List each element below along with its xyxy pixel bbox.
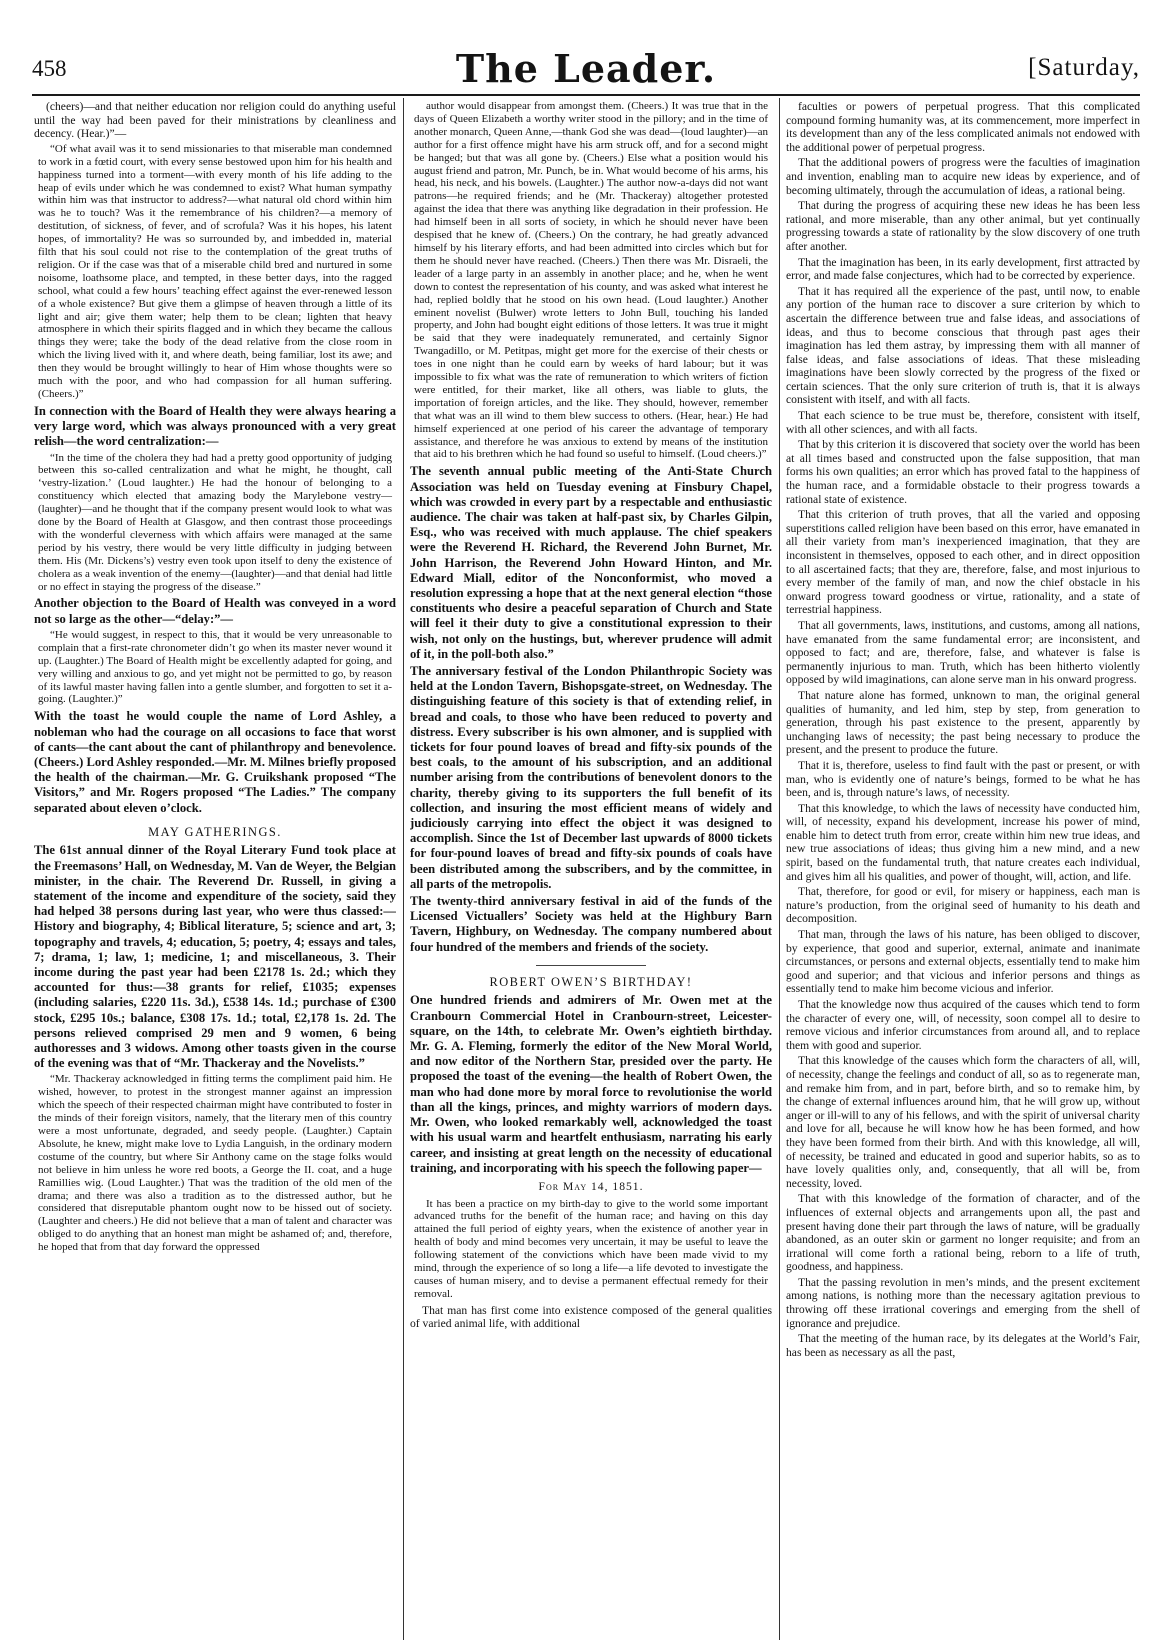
paragraph: The twenty-third anniversary festival in aid of the funds of the Licensed Victuallers’ Society was held at the Highbury Barn Tavern, Highbury, on Wednesday. The company numbered about four hundred of the members and friends of the society. [410, 894, 772, 954]
quotation: “Mr. Thackeray acknowledged in fitting terms the compliment paid him. He wished, however, to protest in the strongest manner against an impression which the speech of their respected chairman might have contributed to foster in the minds of their foreign visitors, namely, that the literary men of this country were a most unfortunate, degraded, and seedy people. (Laughter.) Captain Absolute, he knew, might make love to Lydia Languish, in the ordinary modern costume of the country, but where Sir Anthony came on the stage folks would not believe in him unless he wore red boots, a George the II. coat, and a huge Ramillies wig. (Loud Laughter.) That was the tradition of the old men of the drama; and there was also a tradition as to the distressed author, but he considered that disreputable phantom ought now to be hissed out of society. (Laughter and cheers.) He did not believe that a man of talent and character was obliged to do anything that an honest man might be ashamed of; and, therefore, he hoped that from that day forward the oppressed [38, 1073, 392, 1254]
quotation: “He would suggest, in respect to this, that it would be very unreasonable to complain that a first-rate chronometer didn’t go when its master never wound it up. (Laughter.) The Board of Health might be excellently adapted for going, and very willing and anxious to go, and yet might not be permitted to go, by reason of its lawful master having fallen into a gentle slumber, and forgotten to set it a-going. (Laughter.)” [38, 628, 392, 706]
column-left [34, 100, 396, 1640]
paragraph: The seventh annual public meeting of the Anti-State Church Association was held on Tuesday evening at Finsbury Chapel, which was crowded in every part by a respectable and enthusiastic audience. The chair was taken at half-past six, by Charles Gilpin, Esq., who was received with much applause. The chief speakers were the Reverend H. Richard, the Reverend John Burnet, Mr. John Harrison, the Reverend John Howard Hinton, and Mr. Edward Miall, editor of the Nonconformist, who moved a resolution expressing a hope that at the next general election “those constituents who desire a peaceful separation of Church and State will feel it their duty to give a constitutional expression to their wish, not only on the hustings, but, wherever prudence will admit of it, in the poll-both also.” [410, 464, 772, 661]
masthead [32, 44, 1140, 96]
paragraph: That during the progress of acquiring these new ideas he has been less rational, and more miserable, than any other animal, but yet continually progressing towards a state of rationality by the slow discovery of one truth after another. [786, 199, 1140, 253]
paragraph: That nature alone has formed, unknown to man, the original general qualities of humanity, and led him, step by step, from generation to generation, through his past existence to the present, apparently by unchanging laws of necessity; the past being necessary to produce the present, and the present to produce the future. [786, 688, 1140, 757]
paragraph: That the meeting of the human race, by its delegates at the World’s Fair, has been as necessary as all the past, [786, 1332, 1140, 1359]
paragraph: That all governments, laws, institutions, and customs, among all nations, have emanated from the same fundamental error; are inconsistent, and opposed to fact; and are, therefore, false, and whatever is false is permanently injurious to man. Truth, which has been hitherto violently opposed by wild imaginations, can alone serve man in his onward progress. [786, 618, 1140, 687]
quotation: It has been a practice on my birth-day to give to the world some important advanced truths for the benefit of the human race; and having on this day attained the full period of eighty years, when the existence of another year in health of body and mind becomes very uncertain, it may be useful to leave the following statement of the convictions which have been made vivid to my mind, through the experience of so long a life—a life devoted to investigate the causes of human misery, and to devise a permanent effectual remedy for their removal. [414, 1197, 768, 1300]
column-rule [403, 98, 404, 1640]
header-rule [32, 94, 1140, 96]
column-right [786, 100, 1140, 1640]
paragraph: That this criterion of truth proves, that all the varied and opposing superstitions called religion have been based on this error, have emanated in all their variety from man’s inexperienced imagination, that they are inconsistent in themselves, opposed to each other, and in direct opposition to all ascertained facts; that they are, therefore, false, and most injurious to every member of the family of man, and now the chief obstacle in his onward progress toward goodness or virtue, rationality, and a state of terrestrial happiness. [786, 508, 1140, 617]
column-rule [779, 98, 780, 1640]
paragraph: That it is, therefore, useless to find fault with the past or present, or with man, who is evidently one of nature’s beings, formed to be what he has been, and is, through nature’s laws, of necessity. [786, 758, 1140, 800]
section-heading-robert-owen: ROBERT OWEN’S BIRTHDAY! [489, 974, 693, 989]
issue-day: [Saturday, [1028, 54, 1140, 81]
dateline: For May 14, 1851. [538, 1179, 644, 1193]
paragraph: One hundred friends and admirers of Mr. Owen met at the Cranbourn Commercial Hotel in Cranbourn-street, Leicester-square, on the 14th, to celebrate Mr. Owen’s eightieth birthday. Mr. G. A. Fleming, formerly the editor of the New Moral World, and now editor of the Northern Star, presided over the party. He proposed the toast of the evening—the health of Robert Owen, the man who had done more by moral force to revolutionise the world than all the kings, princes, and mighty warriors of modern days. Mr. Owen, who looked remarkably well, acknowledged the toast with his usual warm and heartfelt enthusiasm, narrating his early career, and insisting at great length on the necessity of educational training, and incorporating with his speech the following paper— [410, 993, 772, 1175]
paragraph: That man, through the laws of his nature, has been obliged to discover, by experience, that good and superior, external, animate and inanimate circumstances, or persons and external objects, essentially tend to make him good and superior; and that vicious and inferior persons and things as essentially tend to make him become vicious and inferior. [786, 928, 1140, 996]
paragraph: With the toast he would couple the name of Lord Ashley, a nobleman who had the courage on all occasions to face that worst of cants—the cant about the cant of philanthropy and benevolence. (Cheers.) Lord Ashley responded.—Mr. M. Milnes briefly proposed the health of the chairman.—Mr. G. Cruikshank proposed “The Visitors,” and Mr. Rogers proposed “The Ladies.” The company separated about eleven o’clock. [34, 709, 396, 815]
paragraph: That the additional powers of progress were the faculties of imagination and invention, enabling man to acquire new ideas by experience, and of becoming ultimately, through the accumulation of ideas, a rational being. [786, 156, 1140, 197]
paragraph: That by this criterion it is discovered that society over the world has been at all times based and constructed upon the false supposition, that man forms his own qualities; an error which has proved fatal to the happiness of the human race, and a formidable obstacle to their progress towards a rational state of existence. [786, 438, 1140, 506]
page-number: 458 [32, 56, 67, 81]
paragraph: (cheers)—and that neither education nor religion could do anything useful until the way had been paved for their ministrations by cleanliness and decency. (Hear.)”— [34, 100, 396, 141]
paragraph: That it has required all the experience of the past, until now, to enable any portion of the human race to discover a sure criterion by which to ascertain the difference between true and false ideas, and associations of ideas, and thus to become conscious that through past ages their imagination has led them astray, by impressing them with all manner of false ideas, and false associations of ideas. That these misleading imaginations have been slowly corrected by the progress of the fixed or certain sciences. That the only sure criterion of truth is, that it is always consistent with itself, and with all facts. [786, 284, 1140, 407]
quotation: author would disappear from amongst them. (Cheers.) It was true that in the days of Queen Elizabeth a worthy writer stood in the pillory; and in the time of another monarch, Queen Anne,—thank God she was dead—(loud laughter)—an author for a first offence might have his arm struck off, and for a second might be hanged; but that was all gone by. (Cheers.) Else what a position would his august friend and patron, Mr. Punch, be in. What would become of his arms, his head, his neck, and his bowels. (Laughter.) The author now-a-days did not want patrons—he required friends; and he (Mr. Thackeray) altogether protested against the idea that there was anything like degradation in their profession. He had himself been in all sorts of society, in which he should never have been despised that he knew of. (Cheers.) On the contrary, he had greatly advanced himself by his literary efforts, and had been admitted into circles which but for them he should never have reached. (Cheers.) Then there was Mr. Disraeli, the leader of a large party in an assembly in another place; and he, when he went down to contest the representation of his county, and was asked what interest he had, replied boldly that he stood on his own head. (Loud laughter.) Another eminent novelist (Bulwer) wrote letters to John Bull, touching his landed property, and John had bought eight editions of those letters. It was true it might be said that they were inadequately remunerated, and certainly Signor Twangadillo, or M. Petitpas, might get more for the exercise of their chests or toes in one night than he could earn by weeks of hard labour; but it was impossible to fix what was the rate of remuneration to which writers of fiction were entitled, for their market, like all others, was liable to gluts, the importation of foreign articles, and the like. They should, however, remember that what was an ill wind to them blew success to others. (Hear, hear.) He had himself experienced at one period of his career the advantage of temporary assistance, and therefore he was anxious to extend by means of the institution that aid to his brethren which he had found so useful to himself. (Loud cheers.)” [414, 100, 768, 461]
paragraph: That the imagination has been, in its early development, first attracted by error, and made false conjectures, which had to be corrected by experience. [786, 255, 1140, 283]
paragraph: That with this knowledge of the formation of character, and of the influences of external objects and arrangements upon all, the past and present having done their part through the laws of nature, will be gradually abandoned, as an outer skin or garment no longer requisite; and from an irrational will come forth a rational being, reborn to a life of truth, goodness, and happiness. [786, 1192, 1140, 1274]
paragraph: That the knowledge now thus acquired of the causes which tend to form the character of every one, will, of necessity, soon compel all to desire to remove vicious and inferior circumstances from around all, and to replace them with good and superior. [786, 998, 1140, 1052]
paragraph: Another objection to the Board of Health was conveyed in a word not so large as the other—“delay:”— [34, 596, 396, 626]
section-heading-may-gatherings: MAY GATHERINGS. [148, 824, 282, 839]
paragraph: That each science to be true must be, therefore, consistent with itself, with all other sciences, and with all facts. [786, 409, 1140, 436]
paragraph: That this knowledge of the causes which form the characters of all, will, of necessity, change the feelings and conduct of all, so as to regenerate man, and remake him from, and in part, before birth, and so to remake him, by the change of external influences around him, that he will grow up, without anger or ill-will to any of his fellows, and with the spirit of universal charity and love for all, because he will know how he has been formed, and how they have been formed from their birth. And with this knowledge, all will, of necessity, be trained and educated in good and superior habits, so as to have lovely qualities only, and, consequently, that all will be, from necessity, loved. [786, 1054, 1140, 1190]
paragraph: That man has first come into existence composed of the general qualities of varied animal life, with additional [410, 1303, 772, 1331]
paragraph: The 61st annual dinner of the Royal Literary Fund took place at the Freemasons’ Hall, on Wednesday, M. Van de Weyer, the Belgian minister, in the chair. The Reverend Dr. Russell, in giving a statement of the income and expenditure of the society, said they had helped 38 persons during last year, who were thus classed:—History and biography, 4; Biblical literature, 5; science and art, 3; topography and travels, 4; education, 5; poetry, 4; essays and tales, 7; drama, 1; law, 1; medicine, 1; and miscellaneous, 3. Their income during the past year had been £2178 1s. 2d.; which they accounted for thus:—38 grants for relief, £1035; expenses (including salaries, £220 11s. 3d.), £538 14s. 1d.; purchase of £300 stock, £295 10s.; balance, £308 17s. 1d.; total, £2,178 1s. 2d. The persons relieved comprised 29 men and 9 women, 6 being authoresses and 3 widows. Among other toasts given in the course of the evening was that of “Mr. Thackeray and the Novelists.” [34, 843, 396, 1071]
paragraph: In connection with the Board of Health they were always hearing a very large word, which was always pronounced with a very great relish—the word centralization:— [34, 403, 396, 449]
newspaper-title: The Leader. [455, 46, 717, 91]
paragraph: The anniversary festival of the London Philanthropic Society was held at the London Tavern, Bishopsgate-street, on Wednesday. The distinguishing feature of this society is that of extending relief, in bread and coals, to those who have been reduced to poverty and distress. Every subscriber is his own almoner, and is supplied with tickets for four pound loaves of bread and fifty-six pounds of the best coals, to the amount of his subscription, and an additional number arising from the contributions of benevolent donors to the charity, thereby giving to its supporters the full benefit of its collection, and insuring the most efficient means of widely and judiciously carrying into effect the object it was designed to accomplish. Since the 1st of December last upwards of 8000 tickets for four-pound loaves of bread and fifty-six pounds of coals have been distributed among the subscribers, and by the committee, in all parts of the metropolis. [410, 664, 772, 891]
paragraph: That this knowledge, to which the laws of necessity have conducted him, will, of necessity, expand his development, increase his power of mind, enable him to detect truth from error, create within him new true ideas, and new true associations of ideas; thus giving him a new mind, and a new spirit, based on the fundamental truth, that nature creates each individual, and gives him all his qualities, and power of thought, will, action, and life. [786, 801, 1140, 883]
quotation: “In the time of the cholera they had had a pretty good opportunity of judging between this so-called centralization and what he might, he thought, call ‘vestry-lization.’ (Loud laughter.) He had the honour of belonging to a constituency which elected that amazing body the Marylebone vestry—(laughter)—and he thought that if the company present would look to what was done by the Board of Health at Glasgow, and then contrast those proceedings with the wonderful cleverness with which affairs were managed at the same period by his vestry, there would be very little difficulty in judging between them. His (Mr. Dickens’s) vestry even took upon itself to deny the existence of cholera as a weak invention of the enemy—(laughter)—and that denial had little or no effect in staying the progress of the disease.” [38, 451, 393, 593]
paragraph: That the passing revolution in men’s minds, and the present excitement among nations, is nothing more than the necessary agitation previous to throwing off these irrational coverings and emerging from the shell of ignorance and prejudice. [786, 1275, 1140, 1330]
paragraph: faculties or powers of perpetual progress. That this complicated compound forming humanity was, at its commencement, more imperfect in its development than any of the less complicated animals not endowed with the additional power of perpetual progress. [786, 100, 1140, 154]
quotation: “Of what avail was it to send missionaries to that miserable man condemned to work in a fœtid court, with every sense bestowed upon him for his health and happiness turned into a torment—with every month of his life adding to the heap of evils under which he was condemned to exist? What human sympathy within him was that instructor to address?—what natural old chord within him was he to touch? Was it the remembrance of his children?—a memory of destitution, of sickness, of fever, and of scrofula? Was it his hopes, his latent hopes, of immortality? He was so surrounded by, and imbedded in, material filth that his soul could not rise to the contemplation of the great truths of religion. Or if the case was that of a miserable child bred and nurtured in some noisome, loathsome place, and tempted, in these better days, into the ragged school, what could a few hours’ teaching effect against the ever-renewed lesson of a whole existence? But give them a glimpse of heaven through a little of its light and air; give them water; help them to be clean; lighten that heavy atmosphere in which their spirits flagged and in which they became the callous things they were; take the body of the dead relative from the close room in which the living lived with it, and where death, being familiar, lost its awe; and then they would be brought willingly to hear of Him whose thoughts were so much with the poor, and who had compassion for all human suffering. (Cheers.)” [38, 142, 392, 400]
paragraph: That, therefore, for good or evil, for misery or happiness, each man is nature’s production, from the original seed of humanity to his death and decomposition. [786, 885, 1140, 926]
column-middle [410, 100, 772, 1640]
section-divider [536, 965, 646, 966]
